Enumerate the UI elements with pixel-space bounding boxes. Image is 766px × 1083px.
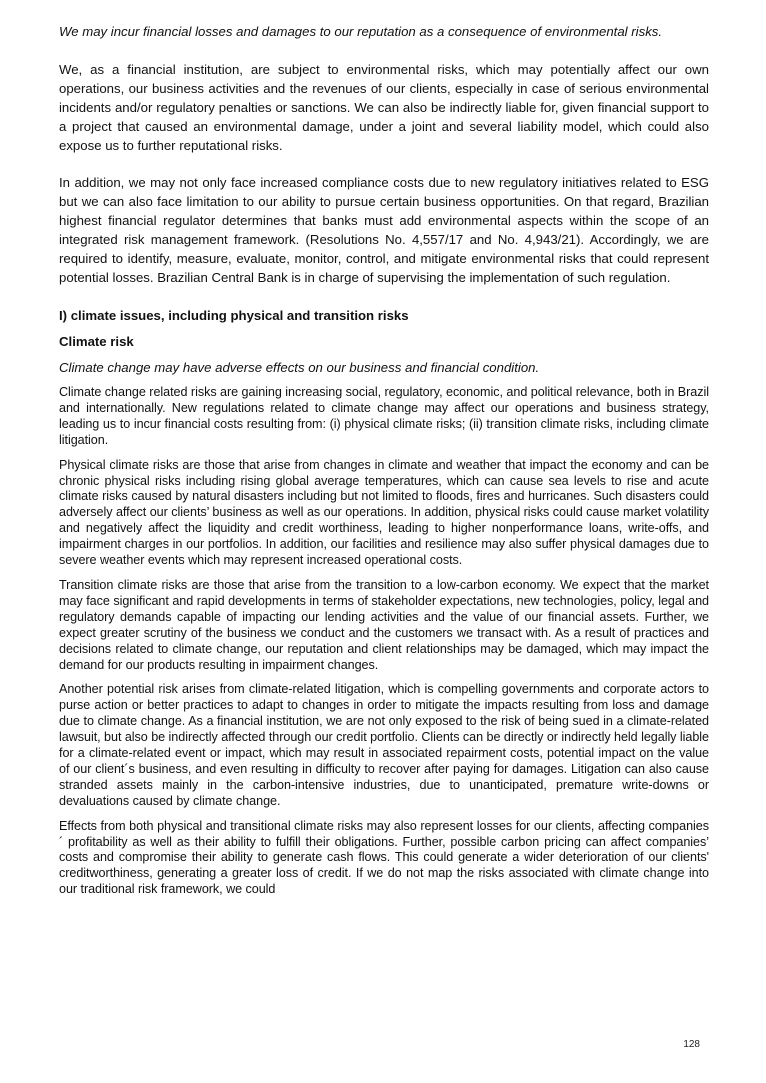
lead-statement: Climate change may have adverse effects on our business and financial condition. bbox=[59, 360, 540, 375]
paragraph: Another potential risk arises from climate-related litigation, which is compelling governments and corporate actors to purse action or better practices to adapt to changes in order to mitigate the impacts resulting from loss and damage due to climate change. As a financial institution, we are not only exposed to the risk of being sued in a climate-related lawsuit, but also be indirectly affected through our credit portfolio. Clients can be directly or indirectly held legally liable for a climate-related event or impact, which may result in associated repairment costs, potential impact on the value of our client´s business, and even resulting in difficulty to recover after paying for damages. Litigation can also cause stranded assets mainly in the carbon-intensive industries, due to unanticipated, premature write-downs or devaluations caused by climate change. bbox=[59, 682, 709, 808]
paragraph: Climate change related risks are gaining increasing social, regulatory, economic, and political relevance, both in Brazil and internationally. New regulations related to climate change may affect our operations and business strategy, leading us to incur financial costs resulting from: (i) physical climate risks; (ii) transition climate risks, including climate litigation. bbox=[59, 385, 709, 447]
paragraph: Physical climate risks are those that arise from changes in climate and weather that impact the economy and can be chronic physical risks including rising global average temperatures, which can cause sea levels to rise and acute climate risks caused by natural disasters including but not limited to floods, fires and hurricanes. Such disasters could adversely affect our clients’ business as well as our operations. In addition, physical risks could cause market volatility and negatively affect the liquidity and credit worthiness, leading to higher nonperformance loans, write-offs, and impairment charges in our portfolios. In addition, our facilities and resilience may also suffer physical damages due to severe weather events which may represent increased operational costs. bbox=[59, 457, 709, 568]
page-number: 128 bbox=[683, 1039, 700, 1050]
paragraph: Transition climate risks are those that arise from the transition to a low-carbon economy. We expect that the market may face significant and rapid developments in terms of stakeholder expectations, new technologies, policy, legal and regulatory demands capable of impacting our lending activities and the value of our financial assets. Further, we expect greater scrutiny of the business we conduct and the customers we transact with. As a result of practices and decisions related to climate change, our reputation and client relationships may be damaged, which may impact the demand for our products resulting in impairment changes. bbox=[59, 577, 709, 672]
paragraph: We, as a financial institution, are subject to environmental risks, which may potentially affect our own operations, our business activities and the revenues of our clients, especially in case of serious environmental incidents and/or regulatory penalties or sanctions. We can also be indirectly liable for, given financial support to a project that caused an environmental damage, under a joint and several liability model, which could also expose us to further reputational risks. bbox=[59, 62, 709, 153]
section-heading: I) climate issues, including physical and transition risks bbox=[59, 308, 409, 323]
subheading: Climate risk bbox=[59, 334, 134, 349]
paragraph: Effects from both physical and transitional climate risks may also represent losses for our clients, affecting companies´ profitability as well as their ability to fulfill their obligations. Further, possible carbon pricing can affect companies’ costs and compromise their ability to generate cash flows. This could generate a wider deterioration of our clients' creditworthiness, generating a greater loss of credit. If we do not map the risks associated with climate change into our traditional risk framework, we could bbox=[59, 818, 709, 897]
paragraph: In addition, we may not only face increased compliance costs due to new regulatory initiatives related to ESG but we can also face limitation to our ability to pursue certain business opportunities. On that regard, Brazilian highest financial regulator determines that banks must add environmental aspects within the scope of an integrated risk management framework. (Resolutions No. 4,557/17 and No. 4,943/21). Accordingly, we are required to identify, measure, evaluate, monitor, control, and mitigate environmental risks that could represent potential losses. Brazilian Central Bank is in charge of supervising the implementation of such regulation. bbox=[59, 175, 709, 285]
document-page bbox=[59, 18, 709, 898]
section-title: We may incur financial losses and damages to our reputation as a consequence of environmental risks. bbox=[59, 24, 663, 39]
